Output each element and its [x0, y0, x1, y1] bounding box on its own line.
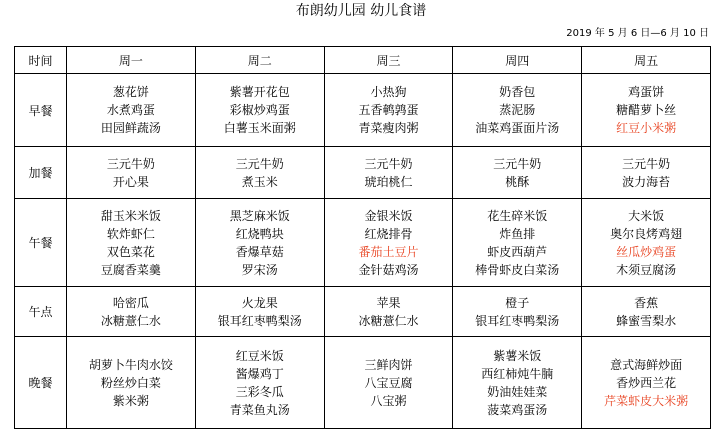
menu-cell [67, 74, 196, 147]
dish-item-highlighted: 丝瓜炒鸡蛋 [616, 244, 677, 259]
dish-item: 三鲜肉饼 [364, 357, 413, 372]
dish-item: 意式海鲜炒面 [610, 357, 683, 372]
menu-cell [195, 147, 324, 199]
dish-item: 豆腐香菜羹 [100, 262, 161, 277]
header-friday: 周五 [582, 47, 711, 74]
dish-item: 香蕉 [634, 295, 659, 310]
dish-item: 八宝豆腐 [364, 375, 413, 390]
dish-item: 大米饭 [628, 208, 665, 223]
dish-item: 虾皮西葫芦 [487, 244, 548, 259]
dish-item: 甜玉米米饭 [100, 208, 161, 223]
header-thursday: 周四 [453, 47, 582, 74]
meal-row-breakfast [15, 74, 711, 147]
menu-cell [453, 337, 582, 429]
dish-item: 粉丝炒白菜 [100, 375, 161, 390]
dish-item-highlighted: 芹菜虾皮大米粥 [604, 393, 689, 408]
dish-item: 炸鱼排 [499, 226, 536, 241]
dish-item: 糖醋萝卜丝 [616, 103, 677, 117]
dish-item: 香爆草菇 [235, 244, 284, 259]
dish-item: 三彩冬瓜 [235, 384, 284, 399]
dish-item: 紫薯开花包 [229, 85, 290, 99]
dish-item: 银耳红枣鸭梨汤 [475, 313, 560, 328]
dish-item: 软炸虾仁 [106, 226, 155, 241]
dish-item-highlighted: 番茄土豆片 [358, 244, 419, 259]
menu-cell [67, 337, 196, 429]
dish-item: 油菜鸡蛋面片汤 [475, 121, 560, 135]
menu-cell [324, 74, 453, 147]
dish-item: 菠菜鸡蛋汤 [487, 402, 548, 417]
menu-table [14, 46, 711, 429]
dish-item: 蒸泥肠 [499, 103, 536, 117]
menu-cell [67, 287, 196, 337]
dish-item: 金针菇鸡汤 [358, 262, 419, 277]
meal-label: 午点 [15, 287, 67, 337]
meal-row-lunch [15, 199, 711, 287]
dish-item: 小热狗 [370, 85, 407, 99]
menu-cell [453, 287, 582, 337]
dish-item: 八宝粥 [370, 393, 407, 408]
dish-item: 花生碎米饭 [487, 208, 548, 223]
dish-item: 胡萝卜牛肉水饺 [88, 357, 173, 372]
date-range: 2019 年 5 月 6 日—6 月 10 日 [566, 28, 709, 39]
dish-item: 罗宋汤 [241, 262, 278, 277]
menu-cell [582, 147, 711, 199]
page-title: 布朗幼儿园 幼儿食谱 [295, 3, 427, 19]
menu-cell [453, 74, 582, 147]
dish-item-highlighted: 红豆小米粥 [616, 121, 677, 135]
dish-item: 三元牛奶 [106, 156, 155, 171]
menu-cell [324, 147, 453, 199]
dish-item: 三元牛奶 [235, 156, 284, 171]
dish-item: 香炒西兰花 [616, 375, 677, 390]
dish-item: 红豆米饭 [235, 348, 284, 363]
dish-item: 田园鲜蔬汤 [100, 121, 161, 135]
dish-item: 酱爆鸡丁 [235, 366, 284, 381]
menu-cell [453, 147, 582, 199]
meal-label: 加餐 [15, 147, 67, 199]
menu-cell [324, 287, 453, 337]
header-monday: 周一 [67, 47, 196, 74]
dish-item: 葱花饼 [112, 85, 149, 99]
dish-item: 青菜瘦肉粥 [358, 121, 419, 135]
meal-label: 晚餐 [15, 337, 67, 429]
menu-cell [67, 147, 196, 199]
header-wednesday: 周三 [324, 47, 453, 74]
dish-item: 三元牛奶 [493, 156, 542, 171]
dish-item: 波力海苔 [622, 174, 671, 189]
dish-item: 青菜鱼丸汤 [229, 402, 290, 417]
dish-item: 蜂蜜雪梨水 [616, 313, 677, 328]
menu-cell [324, 337, 453, 429]
dish-item: 苹果 [376, 295, 401, 310]
dish-item: 双色菜花 [106, 244, 155, 259]
dish-item: 鸡蛋饼 [628, 85, 665, 99]
dish-item: 橙子 [505, 295, 530, 310]
dish-item: 彩椒炒鸡蛋 [229, 103, 290, 117]
meal-row-dinner [15, 337, 711, 429]
dish-item: 紫米粥 [112, 393, 149, 408]
menu-cell [582, 74, 711, 147]
dish-item: 三元牛奶 [364, 156, 413, 171]
menu-cell [195, 199, 324, 287]
dish-item: 冰糖薏仁水 [358, 313, 419, 328]
dish-item: 金银米饭 [364, 208, 413, 223]
dish-item: 五香鹌鹑蛋 [358, 103, 419, 117]
dish-item: 西红柿炖牛腩 [481, 366, 554, 381]
dish-item: 紫薯米饭 [493, 348, 542, 363]
dish-item: 水煮鸡蛋 [106, 103, 155, 117]
menu-cell [195, 287, 324, 337]
dish-item: 木须豆腐汤 [616, 262, 677, 277]
menu-cell [67, 199, 196, 287]
header-row [15, 47, 711, 74]
dish-item: 棒骨虾皮白菜汤 [475, 262, 560, 277]
dish-item: 奶香包 [499, 85, 536, 99]
menu-cell [195, 74, 324, 147]
dish-item: 火龙果 [241, 295, 278, 310]
dish-item: 开心果 [112, 174, 149, 189]
menu-cell [195, 337, 324, 429]
dish-item: 琥珀桃仁 [364, 174, 413, 189]
dish-item: 银耳红枣鸭梨汤 [217, 313, 302, 328]
menu-cell [582, 337, 711, 429]
menu-cell [582, 287, 711, 337]
dish-item: 红烧排骨 [364, 226, 413, 241]
menu-cell [453, 199, 582, 287]
header-tuesday: 周二 [195, 47, 324, 74]
dish-item: 煮玉米 [241, 174, 278, 189]
meal-row-afternoon-snack [15, 287, 711, 337]
dish-item: 桃酥 [505, 174, 530, 189]
dish-item: 哈密瓜 [112, 295, 149, 310]
dish-item: 冰糖薏仁水 [100, 313, 161, 328]
meal-label: 午餐 [15, 199, 67, 287]
dish-item: 奥尔良烤鸡翅 [610, 226, 683, 241]
menu-cell [324, 199, 453, 287]
header-time: 时间 [15, 47, 67, 74]
dish-item: 奶油娃娃菜 [487, 384, 548, 399]
menu-cell [582, 199, 711, 287]
meal-row-extra-meal [15, 147, 711, 199]
meal-label: 早餐 [15, 74, 67, 147]
dish-item: 三元牛奶 [622, 156, 671, 171]
dish-item: 白薯玉米面粥 [223, 121, 296, 135]
dish-item: 红烧鸭块 [235, 226, 284, 241]
dish-item: 黑芝麻米饭 [229, 208, 290, 223]
